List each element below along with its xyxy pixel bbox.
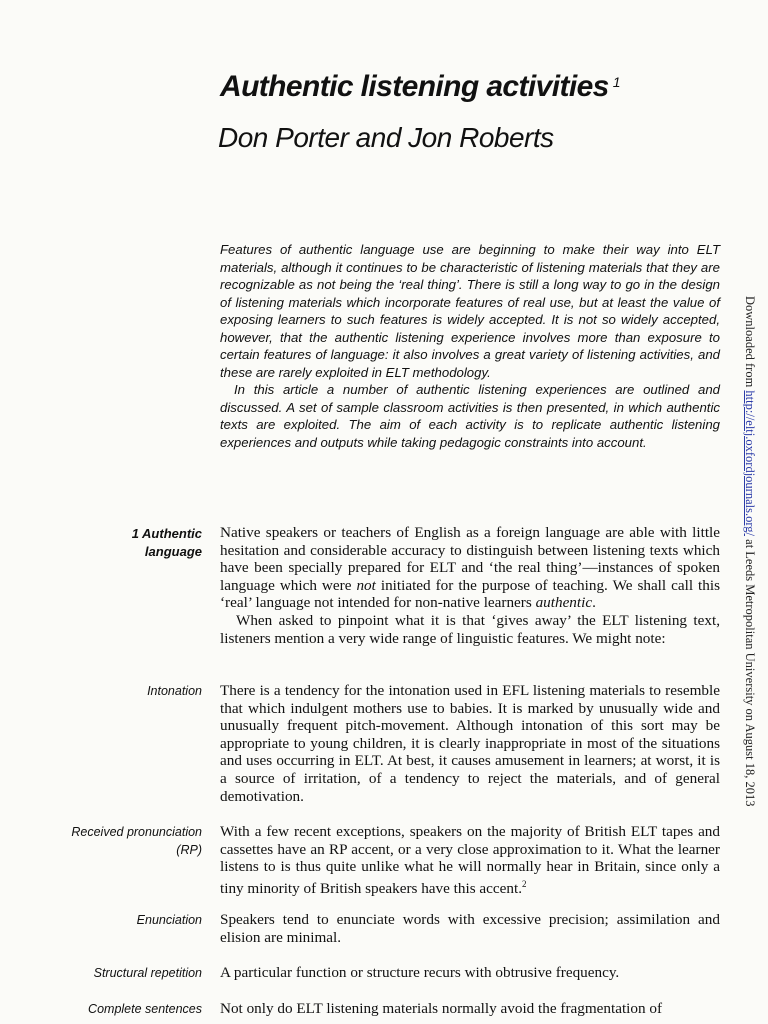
section-heading-line-2: language: [144, 544, 202, 559]
section-1-body: [220, 524, 720, 647]
sidenote-structural-repetition: Structural repetition: [93, 966, 202, 980]
feature-intonation-text: There is a tendency for the intonation used in EFL listening materials to resemble that which indulgent mothers use to babies. It is marked by unusually wide and unusually frequent pitch-movement. Although intonation of this sort may be appropriate to young children, it is clearly inappropriate in most of the situations and uses occurring in ELT. At best, it causes amusement in learners; at worst, it is a source of irritation, of a tendency to reject the materials, and of general demotivation.: [220, 682, 720, 805]
feature-enunciation-text: Speakers tend to enunciate words with excessive precision; assimilation and elision are minimal.: [220, 911, 720, 946]
feature-rp: [220, 823, 720, 897]
sidenote-rp: [2, 824, 202, 859]
para1-text-a: Native speakers or teachers of English as a foreign language are able with little hesitation and considerable accuracy to distinguish between listening texts which have been specially prepared for ELT and ‘the real thing’—instances of spoken language which were: [220, 524, 720, 594]
sidenote-complete-sentences: Complete sentences: [88, 1002, 202, 1016]
feature-rp-footnote-marker: 2: [522, 878, 527, 889]
section-1-paragraph-2: When asked to pinpoint what it is that ‘gives away’ the ELT listening text, listeners mention a very wide range of linguistic features. We might note:: [220, 611, 720, 647]
feature-structural-repetition: [220, 964, 720, 982]
abstract-paragraph-1: Features of authentic language use are beginning to make their way into ELT materials, although it continues to be characteristic of listening materials that they are recognizable as not being the ‘real thing’. There is still a long way to go in the design of listening materials which incorporate features of real use, but at least the value of exposing learners to such features is widely accepted. It is not so widely accepted, however, that the authentic listening experience involves more than exposure to certain features of language: it also involves a great variety of listening activities, and these are rarely exploited in ELT methodology.: [220, 242, 720, 380]
feature-rp-paragraph: [220, 823, 720, 897]
title-footnote-marker: 1: [612, 74, 620, 90]
feature-intonation: [220, 682, 720, 805]
abstract: [220, 241, 720, 451]
section-heading: [42, 525, 202, 561]
feature-complete-sentences: [220, 1000, 720, 1018]
download-notice-text: [740, 296, 760, 826]
para1-text-b: initiated for the purpose of teaching. We shall call this ‘real’ language not intended for non-native learners: [220, 576, 720, 612]
abstract-paragraph-2: In this article a number of authentic listening experiences are outlined and discussed. A set of sample classroom activities is then presented, in which authentic texts are exploited. The aim of each activity is to replicate authentic listening experiences and outputs while taking pedagogic constraints into account.: [220, 382, 720, 450]
feature-complete-sentences-text: Not only do ELT listening materials normally avoid the fragmentation of: [220, 1000, 663, 1017]
sidenote-intonation: Intonation: [147, 684, 202, 698]
feature-rp-text: With a few recent exceptions, speakers on the majority of British ELT tapes and cassettes have an RP accent, or a very close approximation to it. What the learner listens to is thus quite unlike what he will normally hear in Britain, since only a tiny minority of British speakers have this accent.: [220, 823, 720, 897]
para1-emphasis-authentic: authentic: [535, 594, 593, 612]
section-heading-line-1: 1 Authentic: [131, 526, 202, 541]
feature-structural-repetition-text: A particular function or structure recurs with obtrusive frequency.: [220, 964, 620, 981]
section-1-paragraph-1: [220, 524, 720, 612]
sidenote-enunciation: Enunciation: [136, 913, 202, 927]
download-notice: [740, 296, 760, 826]
para1-end: .: [592, 594, 596, 612]
article-title-text: Authentic listening activities: [220, 70, 609, 103]
journal-link[interactable]: http://eltj.oxfordjournals.org/: [743, 390, 757, 537]
download-notice-suffix: at Leeds Metropolitan University on August 18, 2013: [743, 536, 757, 807]
sidenote-rp-line-1: Received pronunciation: [71, 825, 202, 839]
feature-enunciation: [220, 911, 720, 946]
sidenote-rp-line-2: (RP): [176, 842, 202, 857]
para1-emphasis-not: not: [356, 576, 376, 594]
download-notice-prefix: Downloaded from: [743, 296, 757, 391]
article-authors: Don Porter and Jon Roberts: [218, 122, 554, 153]
article-title: [220, 70, 620, 104]
